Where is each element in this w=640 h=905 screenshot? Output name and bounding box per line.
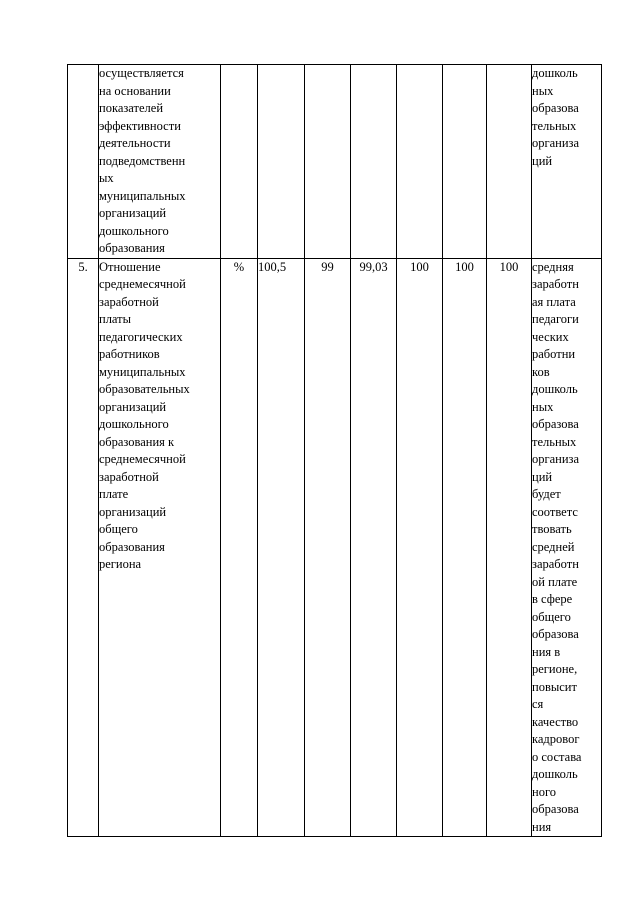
value-cell-5 [443, 258, 487, 837]
value: 100 [410, 259, 429, 274]
value-cell-2 [305, 65, 351, 259]
indicators-table [67, 64, 602, 837]
indicator-name-cell [99, 258, 221, 837]
value-cell-4 [397, 65, 443, 259]
value: 100 [455, 259, 474, 274]
indicator-name-cell [99, 65, 221, 259]
indicator-name: Отношение среднемесячной заработной платы педагогических работников муниципальных образовательных организаций дошкольного образования к среднемесячной заработной плате организаций общего образования региона [99, 259, 190, 571]
value-cell-6 [487, 65, 532, 259]
value-cell-1 [258, 258, 305, 837]
row-number: 5. [78, 259, 88, 274]
value-cell-3 [351, 258, 397, 837]
row-number-cell [68, 258, 99, 837]
expected-result: средняя заработн ая плата педагоги ческих работни ков дошколь ных образова тельных организа ций будет соответс твовать средней заработн ой плате в сфере общего образова ния в регионе, повысит ся качество кадровог о состава дошколь ного образова ния [532, 259, 582, 834]
unit-cell [221, 65, 258, 259]
expected-result-cell [532, 258, 602, 837]
unit-cell [221, 258, 258, 837]
table-row [68, 65, 602, 259]
value-cell-5 [443, 65, 487, 259]
value-cell-6 [487, 258, 532, 837]
expected-result-cell [532, 65, 602, 259]
value-cell-1 [258, 65, 305, 259]
value: 99,03 [359, 259, 388, 274]
value-cell-3 [351, 65, 397, 259]
row-number-cell [68, 65, 99, 259]
table-row [68, 258, 602, 837]
value: 99 [321, 259, 334, 274]
value: 100,5 [258, 259, 287, 274]
unit: % [233, 259, 245, 274]
value-cell-4 [397, 258, 443, 837]
expected-result: дошколь ных образова тельных организа ций [532, 66, 580, 168]
value-cell-2 [305, 258, 351, 837]
value: 100 [499, 259, 519, 274]
indicator-name: осуществляется на основании показателей эффективности деятельности подведомственн ых муниципальных организаций дошкольного образования [99, 66, 186, 255]
